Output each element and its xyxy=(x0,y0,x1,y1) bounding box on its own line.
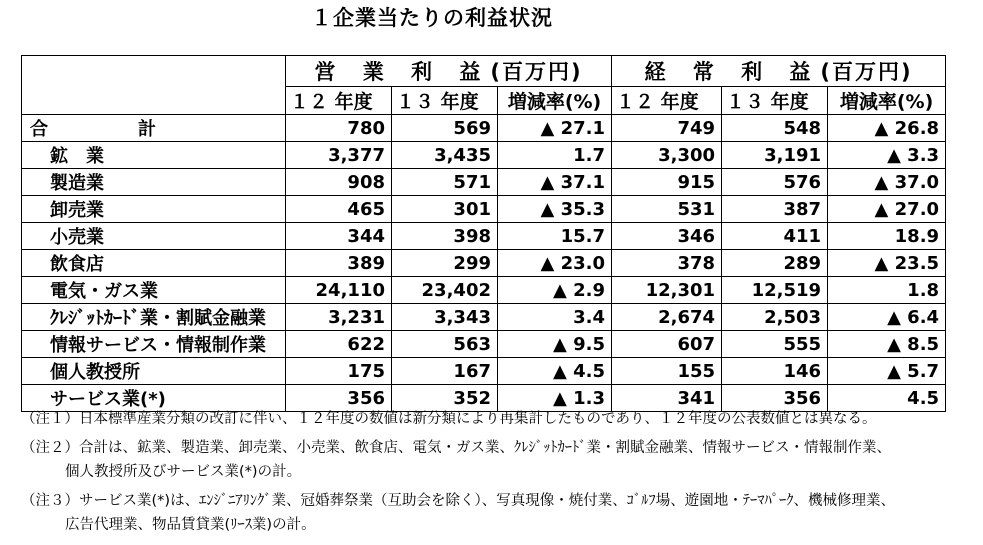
value-cell: 3,300 xyxy=(612,142,722,169)
operating-profit-header: 営 業 利 益(百万円) xyxy=(286,56,612,87)
value-cell: 155 xyxy=(612,358,722,385)
ordinary-profit-header: 経 常 利 益(百万円) xyxy=(612,56,946,87)
value-cell: 607 xyxy=(612,331,722,358)
value-cell: 749 xyxy=(612,115,722,142)
value-cell: 352 xyxy=(392,385,498,412)
row-label: 電気・ガス業 xyxy=(22,277,286,304)
group-header-row xyxy=(22,56,946,87)
value-cell: 18.9 xyxy=(828,223,946,250)
value-cell: ▲ 23.0 xyxy=(498,250,612,277)
corner-cell xyxy=(22,56,286,115)
value-cell: ▲ 6.4 xyxy=(828,304,946,331)
value-cell: 389 xyxy=(286,250,392,277)
note-3-cont: 広告代理業、物品賃貸業(ﾘｰｽ業)の計。 xyxy=(65,517,316,533)
value-cell: 356 xyxy=(722,385,828,412)
row-label: 製造業 xyxy=(22,169,286,196)
value-cell: 24,110 xyxy=(286,277,392,304)
value-cell: 3.4 xyxy=(498,304,612,331)
value-cell: 12,301 xyxy=(612,277,722,304)
value-cell: 3,191 xyxy=(722,142,828,169)
table-row xyxy=(22,142,946,169)
table-row xyxy=(22,277,946,304)
value-cell: ▲ 2.9 xyxy=(498,277,612,304)
table-row xyxy=(22,304,946,331)
table-row xyxy=(22,250,946,277)
value-cell: 3,435 xyxy=(392,142,498,169)
value-cell: 3,377 xyxy=(286,142,392,169)
row-label: 小売業 xyxy=(22,223,286,250)
value-cell: ▲ 35.3 xyxy=(498,196,612,223)
value-cell: 4.5 xyxy=(828,385,946,412)
value-cell: 23,402 xyxy=(392,277,498,304)
table-row xyxy=(22,331,946,358)
value-cell: ▲ 23.5 xyxy=(828,250,946,277)
row-label: サービス業(*) xyxy=(22,385,286,412)
value-cell: 346 xyxy=(612,223,722,250)
value-cell: 378 xyxy=(612,250,722,277)
value-cell: 465 xyxy=(286,196,392,223)
col-header-op-fy13: １３ 年度 xyxy=(392,87,498,115)
value-cell: ▲ 37.1 xyxy=(498,169,612,196)
col-header-ord-fy13: １３ 年度 xyxy=(722,87,828,115)
value-cell: 167 xyxy=(392,358,498,385)
value-cell: 1.7 xyxy=(498,142,612,169)
value-cell: 175 xyxy=(286,358,392,385)
value-cell: 341 xyxy=(612,385,722,412)
value-cell: ▲ 9.5 xyxy=(498,331,612,358)
row-label: 個人教授所 xyxy=(22,358,286,385)
row-label: 情報サービス・情報制作業 xyxy=(22,331,286,358)
value-cell: 12,519 xyxy=(722,277,828,304)
value-cell: 531 xyxy=(612,196,722,223)
value-cell: 15.7 xyxy=(498,223,612,250)
value-cell: 1.8 xyxy=(828,277,946,304)
value-cell: ▲ 26.8 xyxy=(828,115,946,142)
note-2: （注２）合計は、鉱業、製造業、卸売業、小売業、飲食店、電気・ガス業、ｸﾚｼﾞｯﾄｶｰﾄﾞ業・割賦金融業、情報サービス・情報制作業、 xyxy=(21,439,891,456)
table-row xyxy=(22,169,946,196)
value-cell: 289 xyxy=(722,250,828,277)
table-row xyxy=(22,196,946,223)
profit-table xyxy=(21,55,946,412)
col-header-op-rate: 増減率(%) xyxy=(498,87,612,115)
value-cell: 299 xyxy=(392,250,498,277)
value-cell: 555 xyxy=(722,331,828,358)
note-1: （注１）日本標準産業分類の改訂に伴い、１２年度の数値は新分類により再集計したものであり、１２年度の公表数値とは異なる。 xyxy=(21,411,877,427)
value-cell: 398 xyxy=(392,223,498,250)
value-cell: ▲ 4.5 xyxy=(498,358,612,385)
table-row xyxy=(22,358,946,385)
value-cell: 915 xyxy=(612,169,722,196)
row-label: 卸売業 xyxy=(22,196,286,223)
value-cell: 576 xyxy=(722,169,828,196)
value-cell: ▲ 27.0 xyxy=(828,196,946,223)
value-cell: 344 xyxy=(286,223,392,250)
value-cell: 622 xyxy=(286,331,392,358)
col-header-op-fy12: １２ 年度 xyxy=(286,87,392,115)
page-title: １企業当たりの利益状況 xyxy=(311,6,553,30)
value-cell: 3,343 xyxy=(392,304,498,331)
value-cell: 3,231 xyxy=(286,304,392,331)
value-cell: 146 xyxy=(722,358,828,385)
value-cell: 780 xyxy=(286,115,392,142)
notes xyxy=(21,407,976,538)
value-cell: ▲ 8.5 xyxy=(828,331,946,358)
row-label: 合 計 xyxy=(22,115,286,142)
note-2-cont: 個人教授所及びサービス業(*)の計。 xyxy=(65,464,302,480)
value-cell: 563 xyxy=(392,331,498,358)
value-cell: ▲ 5.7 xyxy=(828,358,946,385)
row-label: 鉱 業 xyxy=(22,142,286,169)
value-cell: 2,674 xyxy=(612,304,722,331)
col-header-ord-rate: 増減率(%) xyxy=(828,87,946,115)
value-cell: 411 xyxy=(722,223,828,250)
value-cell: ▲ 1.3 xyxy=(498,385,612,412)
value-cell: 387 xyxy=(722,196,828,223)
value-cell: 569 xyxy=(392,115,498,142)
value-cell: 356 xyxy=(286,385,392,412)
value-cell: ▲ 3.3 xyxy=(828,142,946,169)
table-row xyxy=(22,115,946,142)
col-header-ord-fy12: １２ 年度 xyxy=(612,87,722,115)
value-cell: 908 xyxy=(286,169,392,196)
row-label: ｸﾚｼﾞｯﾄｶｰﾄﾞ業・割賦金融業 xyxy=(22,304,286,331)
value-cell: 571 xyxy=(392,169,498,196)
value-cell: 301 xyxy=(392,196,498,223)
table-body xyxy=(22,115,946,412)
value-cell: 548 xyxy=(722,115,828,142)
table-row xyxy=(22,223,946,250)
note-3: （注３）サービス業(*)は、ｴﾝｼﾞﾆｱﾘﾝｸﾞ業、冠婚葬祭業（互助会を除く）、写真現像・焼付業、ｺﾞﾙﾌ場、遊園地・ﾃｰﾏﾊﾟｰｸ、機械修理業、 xyxy=(21,492,896,509)
value-cell: ▲ 37.0 xyxy=(828,169,946,196)
value-cell: 2,503 xyxy=(722,304,828,331)
value-cell: ▲ 27.1 xyxy=(498,115,612,142)
row-label: 飲食店 xyxy=(22,250,286,277)
